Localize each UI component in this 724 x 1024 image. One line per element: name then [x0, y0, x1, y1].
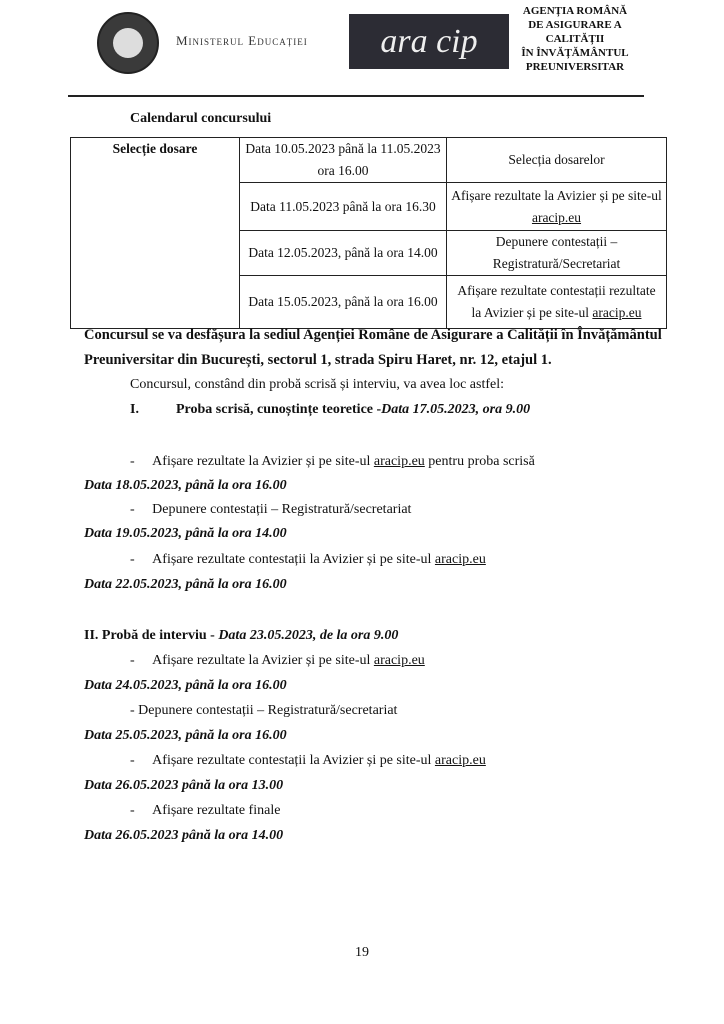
aracip-link[interactable]: aracip.eu: [531, 209, 582, 225]
list-item: - Afișare rezultate la Avizier și pe site-ul aracip.eu pentru proba scrisă: [130, 454, 535, 469]
aracip-link[interactable]: aracip.eu: [434, 552, 486, 567]
part1-number: I.: [130, 402, 139, 417]
item-date: Data 22.05.2023, până la ora 16.00: [84, 577, 287, 592]
date-cell: Data 11.05.2023 până la ora 16.30: [240, 183, 447, 231]
part2-heading: [84, 628, 398, 644]
item-text: pentru proba scrisă: [424, 454, 535, 469]
list-item: - Afișare rezultate la Avizier și pe site-ul aracip.eu: [130, 653, 425, 668]
item-date: Data 24.05.2023, până la ora 16.00: [84, 678, 287, 693]
part2-title: II. Probă de interviu -: [84, 628, 219, 643]
list-item: - Depunere contestații – Registratură/secretariat: [130, 703, 398, 718]
item-text: Afișare rezultate contestații la Avizier și pe site-ul: [152, 753, 435, 768]
part2-date: Data 23.05.2023, de la ora 9.00: [218, 628, 399, 643]
list-item: - Afișare rezultate contestații la Avizier și pe site-ul aracip.eu: [130, 552, 486, 567]
activity-cell: Selecția dosarelor: [447, 138, 667, 183]
agency-line: ÎN ÎNVĂȚĂMÂNTUL: [521, 47, 629, 59]
location-line: Concursul se va desfășura la sediul Agenției Române de Asigurare a Calității în Învățământul: [84, 327, 662, 343]
agency-line: CALITĂȚII: [545, 33, 605, 45]
activity-cell: Depunere contestații – Registratură/Secretariat: [447, 231, 667, 276]
part1-title: Proba scrisă, cunoștințe teoretice -: [176, 402, 382, 417]
aracip-link[interactable]: aracip.eu: [373, 653, 425, 668]
activity-text: Afișare rezultate la Avizier și pe site-ul: [451, 187, 662, 203]
item-date: Data 18.05.2023, până la ora 16.00: [84, 478, 287, 493]
activity-text: Afișare rezultate contestații rezultate la Avizier și pe site-ul: [457, 283, 656, 320]
agency-line: PREUNIVERSITAR: [525, 61, 625, 73]
item-date: Data 19.05.2023, până la ora 14.00: [84, 526, 287, 541]
aracip-logo: ara cip: [349, 14, 509, 69]
item-text: Afișare rezultate finale: [152, 803, 281, 818]
activity-cell: [447, 183, 667, 231]
item-date: Data 26.05.2023 până la ora 13.00: [84, 778, 284, 793]
agency-line: AGENȚIA ROMÂNĂ: [522, 5, 628, 17]
date-cell: Data 10.05.2023 până la 11.05.2023 ora 16.00: [240, 138, 447, 183]
part1-date: Data 17.05.2023, ora 9.00: [381, 402, 531, 417]
location-line: Preuniversitar din București, sectorul 1, strada Spiru Haret, nr. 12, etajul 1.: [84, 352, 552, 368]
item-text: Afișare rezultate contestații la Avizier și pe site-ul: [152, 552, 435, 567]
agency-line: DE ASIGURARE A: [528, 19, 622, 31]
part1-heading: [176, 402, 530, 418]
item-text: Afișare rezultate la Avizier și pe site-ul: [152, 653, 374, 668]
calendar-table: [70, 137, 667, 329]
date-cell: Data 15.05.2023, până la ora 16.00: [240, 276, 447, 329]
item-date: Data 26.05.2023 până la ora 14.00: [84, 828, 284, 843]
item-text: Afișare rezultate la Avizier și pe site-ul: [152, 454, 374, 469]
agency-name: [500, 4, 650, 74]
ministry-name: Ministerul Educației: [176, 33, 308, 48]
aracip-link[interactable]: aracip.eu: [592, 305, 642, 320]
section-title: Calendarul concursului: [130, 111, 272, 126]
page-number: 19: [355, 945, 369, 960]
list-item: - Afișare rezultate contestații la Avizier și pe site-ul aracip.eu: [130, 753, 486, 768]
list-item: - Afișare rezultate finale: [130, 803, 281, 818]
item-date: Data 25.05.2023, până la ora 16.00: [84, 728, 287, 743]
date-cell: Data 12.05.2023, până la ora 14.00: [240, 231, 447, 276]
table-row: [71, 138, 667, 183]
intro-text: Concursul, constând din probă scrisă și interviu, va avea loc astfel:: [130, 377, 505, 392]
government-seal-logo: [97, 12, 159, 74]
item-text: Depunere contestații – Registratură/secretariat: [152, 502, 412, 517]
activity-cell: [447, 276, 667, 329]
aracip-link[interactable]: aracip.eu: [373, 454, 425, 469]
list-item: - Depunere contestații – Registratură/secretariat: [130, 502, 412, 517]
stage-cell: Selecție dosare: [71, 138, 240, 329]
header-divider: [68, 95, 644, 97]
aracip-link[interactable]: aracip.eu: [434, 753, 486, 768]
